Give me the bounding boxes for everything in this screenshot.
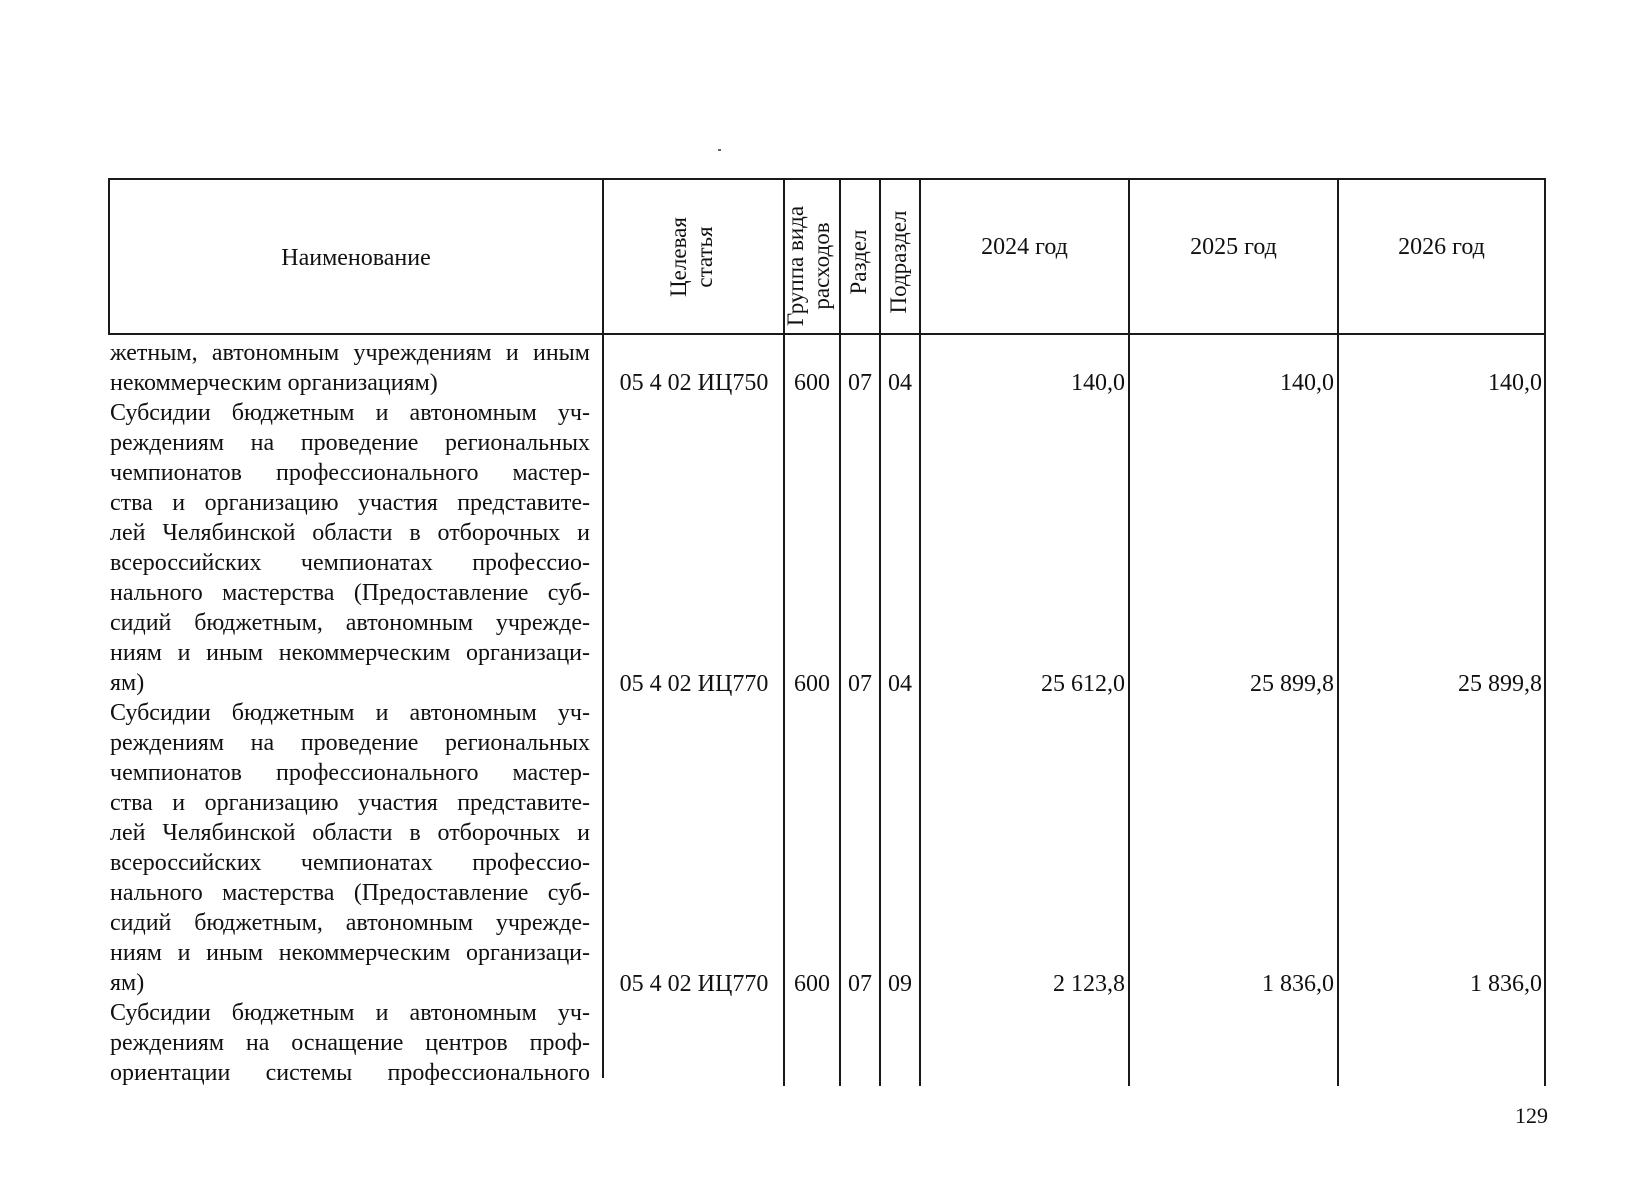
cell-2026: 140,0 bbox=[1488, 370, 1542, 396]
cell-group: 600 bbox=[794, 971, 830, 997]
table-right-border bbox=[1544, 178, 1546, 1086]
name-line: лей Челябинской области в отборочных и bbox=[110, 820, 590, 846]
name-column-text bbox=[110, 338, 590, 1088]
column-divider bbox=[1128, 178, 1130, 1086]
header-year-2024: 2024 год bbox=[981, 234, 1068, 260]
cell-2024: 140,0 bbox=[1071, 370, 1125, 396]
name-line: сидий бюджетным, автономным учрежде- bbox=[110, 610, 590, 636]
header-target-article-text: Целевая статья bbox=[666, 217, 717, 297]
cell-group: 600 bbox=[794, 671, 830, 697]
name-line: реждениям на оснащение центров проф- bbox=[110, 1030, 590, 1056]
page-number: 129 bbox=[1515, 1103, 1548, 1128]
header-subsection bbox=[879, 202, 919, 322]
cell-2026: 25 899,8 bbox=[1458, 671, 1542, 697]
name-line: нального мастерства (Предоставление суб- bbox=[110, 580, 590, 606]
name-line: ям) bbox=[110, 670, 145, 696]
header-year-2025: 2025 год bbox=[1190, 234, 1277, 260]
scan-speck bbox=[718, 149, 721, 151]
name-line: чемпионатов профессионального мастер- bbox=[110, 760, 590, 786]
cell-section: 07 bbox=[848, 971, 872, 997]
name-line: реждениям на проведение региональных bbox=[110, 430, 590, 456]
cell-2024: 2 123,8 bbox=[1053, 971, 1125, 997]
cell-section: 07 bbox=[848, 370, 872, 396]
name-line: ниям и иным некоммерческим организаци- bbox=[110, 940, 590, 966]
column-divider bbox=[602, 178, 604, 1078]
name-line: чемпионатов профессионального мастер- bbox=[110, 460, 590, 486]
cell-code: 05 4 02 ИЦ770 bbox=[619, 671, 769, 697]
header-section bbox=[839, 202, 879, 322]
name-line: лей Челябинской области в отборочных и bbox=[110, 520, 590, 546]
header-year-2026: 2026 год bbox=[1398, 234, 1485, 260]
header-name: Наименование bbox=[281, 245, 431, 271]
name-line: ниям и иным некоммерческим организаци- bbox=[110, 640, 590, 666]
cell-2026: 1 836,0 bbox=[1470, 971, 1542, 997]
table-top-border bbox=[108, 178, 1544, 180]
name-line: Субсидии бюджетным и автономным уч- bbox=[110, 400, 590, 426]
name-line: ям) bbox=[110, 970, 145, 996]
cell-section: 07 bbox=[848, 671, 872, 697]
cell-2025: 1 836,0 bbox=[1262, 971, 1334, 997]
name-line: ства и организацию участия представите- bbox=[110, 490, 590, 516]
cell-2025: 25 899,8 bbox=[1250, 671, 1334, 697]
name-line: нального мастерства (Предоставление суб- bbox=[110, 880, 590, 906]
name-line: реждениям на проведение региональных bbox=[110, 730, 590, 756]
name-line: всероссийских чемпионатах профессио- bbox=[110, 850, 590, 876]
cell-subsection: 09 bbox=[888, 971, 912, 997]
name-line: некоммерческим организациям) bbox=[110, 370, 438, 396]
header-target-article bbox=[665, 182, 719, 332]
cell-code: 05 4 02 ИЦ770 bbox=[619, 971, 769, 997]
cell-code: 05 4 02 ИЦ750 bbox=[619, 370, 769, 396]
cell-2025: 140,0 bbox=[1280, 370, 1334, 396]
header-subsection-text: Подраздел bbox=[886, 210, 911, 314]
name-line: жетным, автономным учреждениям и иным bbox=[110, 340, 590, 366]
name-line: сидий бюджетным, автономным учрежде- bbox=[110, 910, 590, 936]
cell-2024: 25 612,0 bbox=[1041, 671, 1125, 697]
column-divider bbox=[919, 178, 921, 1086]
cell-subsection: 04 bbox=[888, 671, 912, 697]
name-line: ориентации системы профессионального bbox=[110, 1060, 590, 1086]
column-divider bbox=[1337, 178, 1339, 1086]
name-line: Субсидии бюджетным и автономным уч- bbox=[110, 700, 590, 726]
cell-subsection: 04 bbox=[888, 370, 912, 396]
header-expense-group-text: Группа вида расходов bbox=[783, 205, 834, 327]
name-line: всероссийских чемпионатах профессио- bbox=[110, 550, 590, 576]
name-line: ства и организацию участия представите- bbox=[110, 790, 590, 816]
header-section-text: Раздел bbox=[846, 229, 871, 295]
header-expense-group bbox=[781, 191, 837, 341]
cell-group: 600 bbox=[794, 370, 830, 396]
name-line: Субсидии бюджетным и автономным уч- bbox=[110, 1000, 590, 1026]
